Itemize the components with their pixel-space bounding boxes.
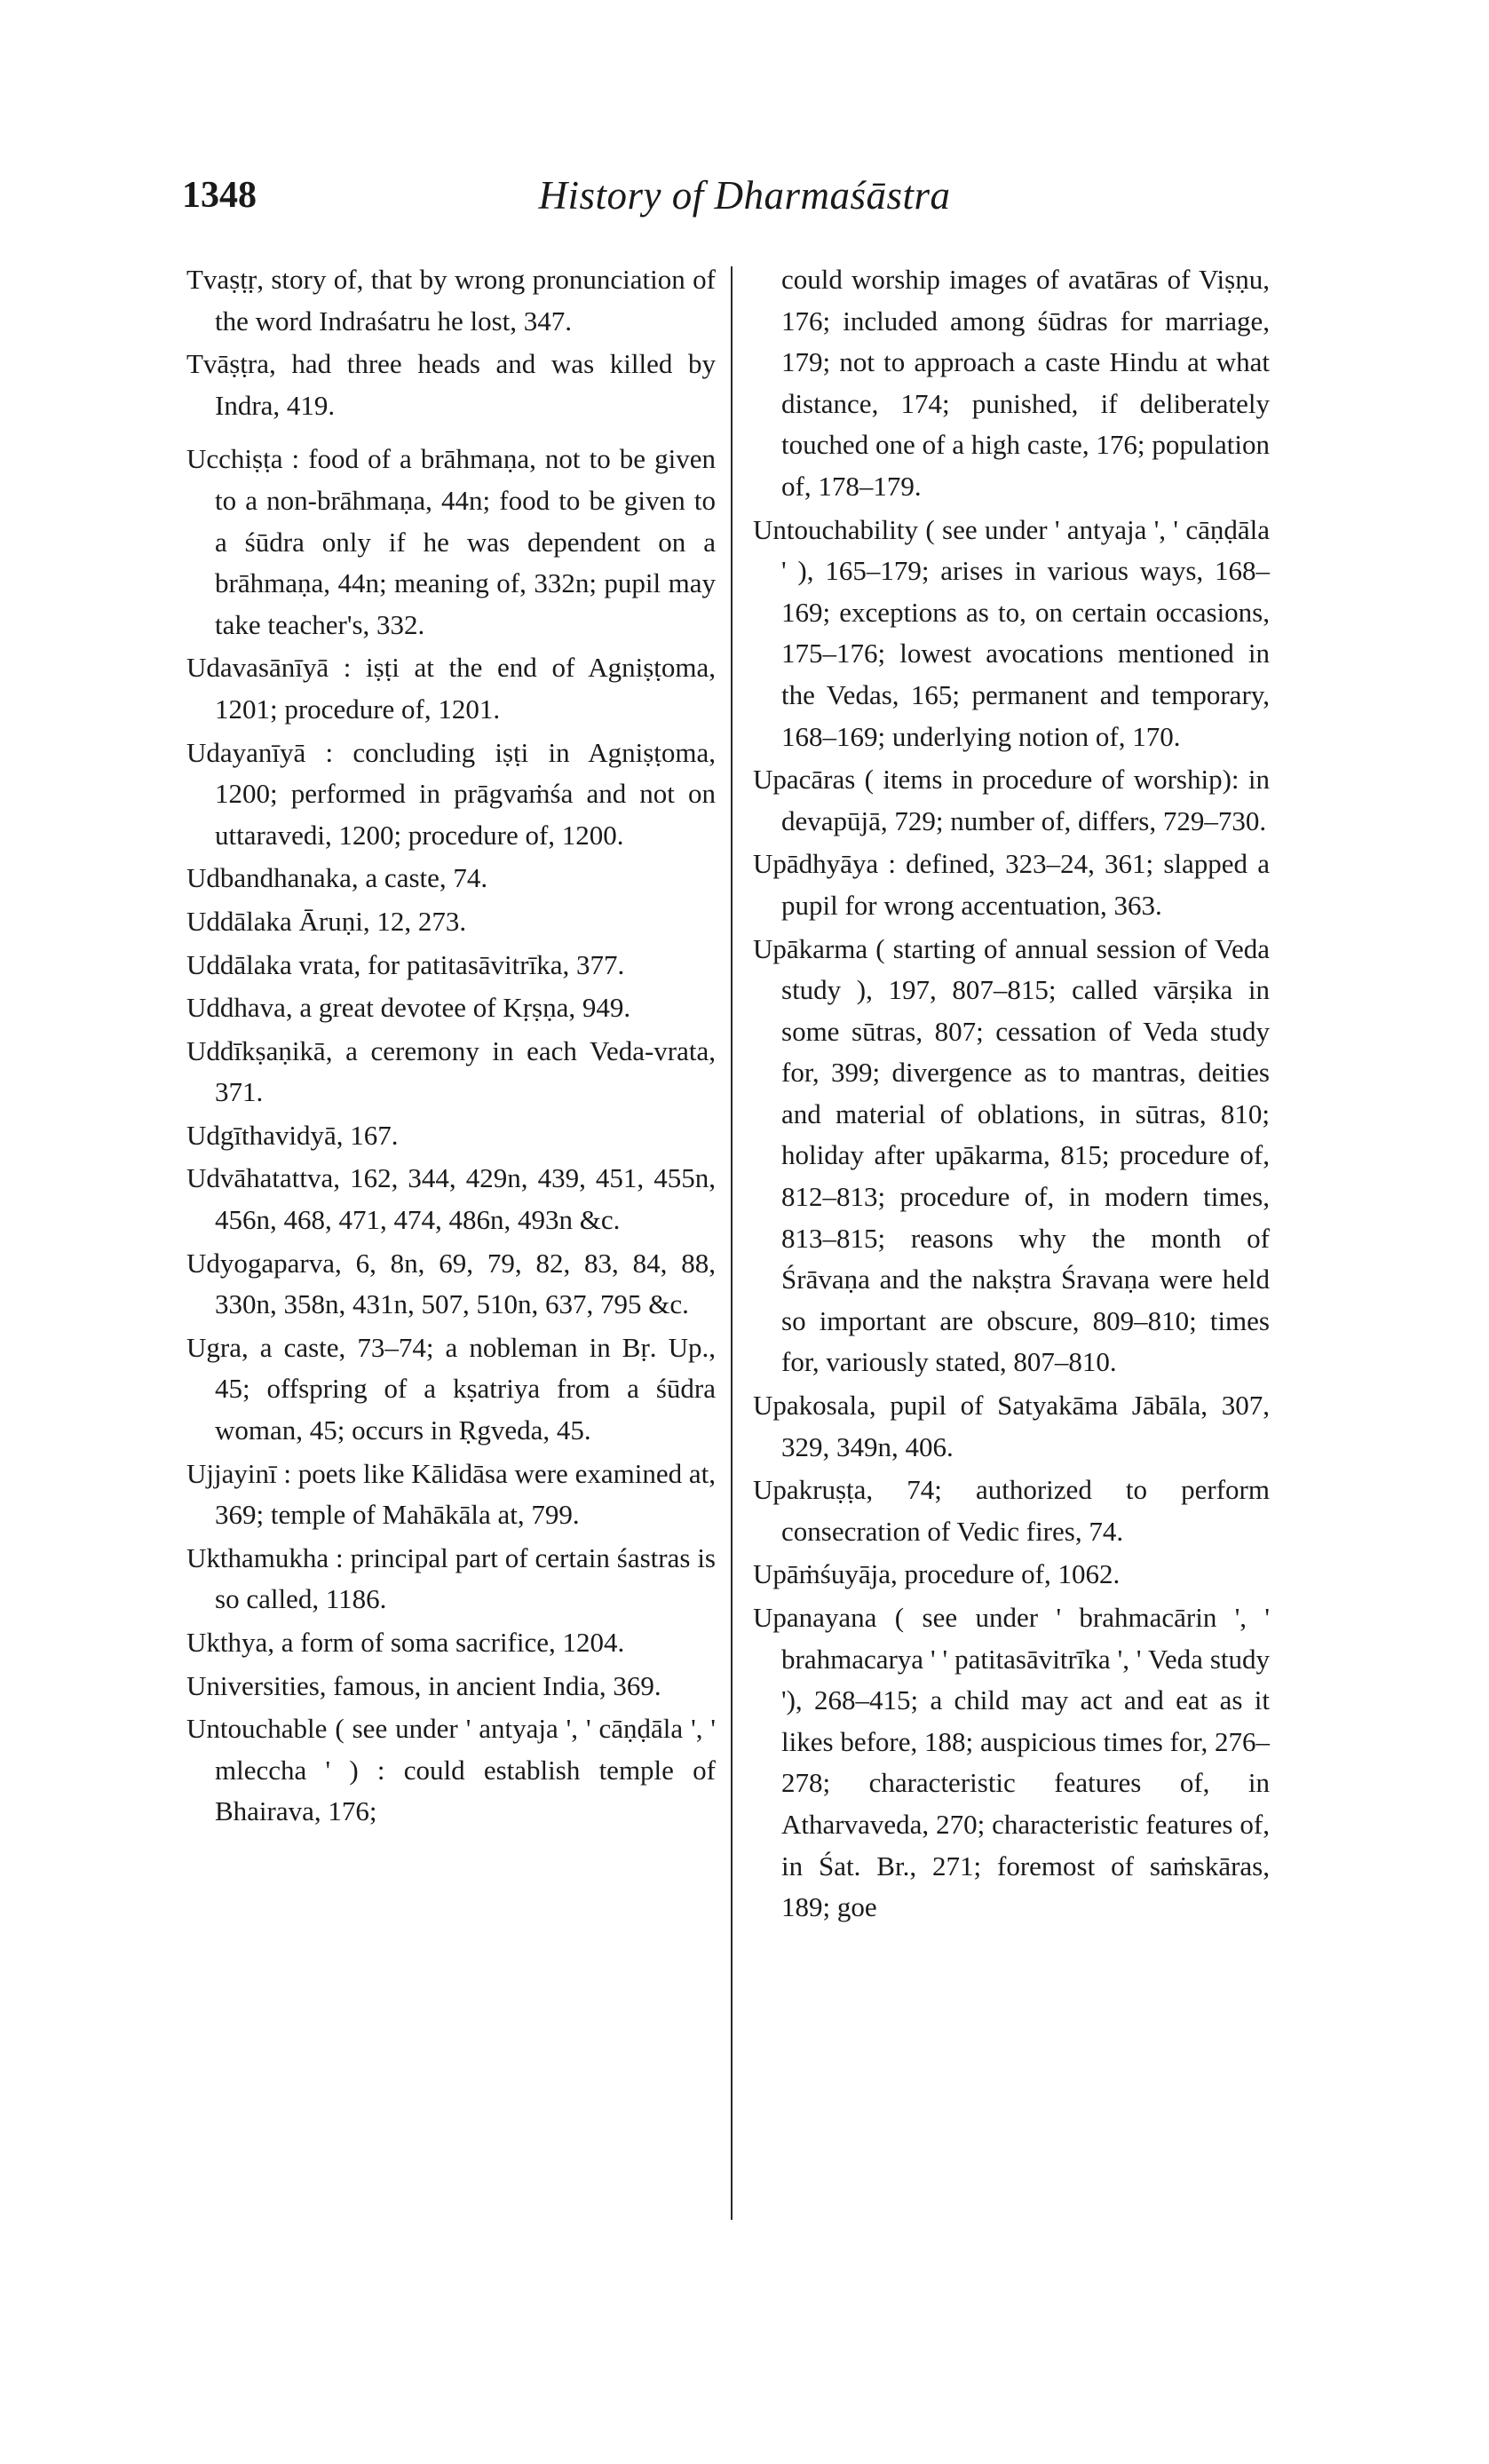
index-entry: could worship images of avatāras of Viṣṇu, 176; included among śūdras for marriage, 179; not to approach a caste Hindu at what distance, 174; punished, if deliberately touched one of a high caste, 176; population of, 178–179. <box>781 264 1270 502</box>
index-entry: Ucchiṣṭa : food of a brāhmaṇa, not to be given to a non-brāhmaṇa, 44n; food to be given to a śūdra only if he was dependent on a brāhmaṇa, 44n; meaning of, 332n; pupil may take teacher's, 332. <box>186 443 716 640</box>
index-column-right <box>753 259 1270 1930</box>
column-divider <box>731 266 733 2220</box>
index-entry: Universities, famous, in ancient India, 369. <box>186 1669 661 1701</box>
index-entry: Uddālaka Āruṇi, 12, 273. <box>186 905 467 937</box>
index-entry: Uddīkṣaṇikā, a ceremony in each Veda-vrata, 371. <box>186 1034 716 1108</box>
index-entry: Udvāhatattva, 162, 344, 429n, 439, 451, 455n, 456n, 468, 471, 474, 486n, 493n &c. <box>186 1162 716 1236</box>
index-column-left <box>186 259 716 1834</box>
index-entry: Ugra, a caste, 73–74; a nobleman in Bṛ. Up., 45; offspring of a kṣatriya from a śūdra woman, 45; occurs in Ṛgveda, 45. <box>186 1331 716 1446</box>
index-entry: Udayanīyā : concluding iṣṭi in Agniṣṭoma, 1200; performed in prāgvaṁśa and not on uttaravedi, 1200; procedure of, 1200. <box>186 736 716 851</box>
index-entry: Tvaṣṭṛ, story of, that by wrong pronunciation of the word Indraśatru he lost, 347. <box>186 264 716 337</box>
index-entry: Upādhyāya : defined, 323–24, 361; slapped a pupil for wrong accentuation, 363. <box>753 848 1270 921</box>
index-entry: Udbandhanaka, a caste, 74. <box>186 862 488 894</box>
index-entry: Untouchability ( see under ' antyaja ', ' cāṇḍāla ' ), 165–179; arises in various ways, 168–169; exceptions as to, on certain occasions, 175–176; lowest avocations mentioned in the Vedas, 165; permanent and temporary, 168–169; underlying notion of, 170. <box>753 513 1270 752</box>
index-entry: Udyogaparva, 6, 8n, 69, 79, 82, 83, 84, 88, 330n, 358n, 431n, 507, 510n, 637, 795 &c. <box>186 1247 716 1320</box>
index-entry: Upakosala, pupil of Satyakāma Jābāla, 307, 329, 349n, 406. <box>753 1390 1270 1462</box>
index-entry: Tvāṣṭra, had three heads and was killed by Indra, 419. <box>186 348 716 421</box>
running-title: History of Dharmaśāstra <box>538 173 951 218</box>
index-entry: Ukthamukha : principal part of certain śastras is so called, 1186. <box>186 1541 716 1615</box>
index-entry: Ukthya, a form of soma sacrifice, 1204. <box>186 1627 625 1658</box>
index-entry: Uddālaka vrata, for patitasāvitrīka, 377. <box>186 948 625 980</box>
index-entry: Udavasānīyā : iṣṭi at the end of Agniṣṭoma, 1201; procedure of, 1201. <box>186 652 716 725</box>
index-entry: Uddhava, a great devotee of Kṛṣṇa, 949. <box>186 992 631 1024</box>
index-entry: Upākarma ( starting of annual session of Veda study ), 197, 807–815; called vārṣika in some sūtras, 807; cessation of Veda study for, 399; divergence as to mantras, deities and material of oblations, in sūtras, 810; holiday after upākarma, 815; procedure of, 812–813; procedure of, in modern times, 813–815; reasons why the month of Śrāvaṇa and the nakṣtra Śravaṇa were held so important are obscure, 809–810; times for, variously stated, 807–810. <box>753 932 1270 1378</box>
index-entry: Upacāras ( items in procedure of worship): in devapūjā, 729; number of, differs, 729–730. <box>753 764 1270 836</box>
index-entry: Untouchable ( see under ' antyaja ', ' cāṇḍāla ', ' mleccha ' ) : could establish temple of Bhairava, 176; <box>186 1713 716 1827</box>
index-entry: Upāṁśuyāja, procedure of, 1062. <box>753 1558 1121 1590</box>
index-entry: Upanayana ( see under ' brahmacārin ', ' brahmacarya ' ' patitasāvitrīka ', ' Veda study '), 268–415; a child may act and eat as it likes before, 188; auspicious times for, 276–278; characteristic features of, in Atharvaveda, 270; characteristic features of, in Śat. Br., 271; foremost of saṁskāras, 189; goe <box>753 1602 1270 1923</box>
index-entry: Upakruṣṭa, 74; authorized to perform consecration of Vedic fires, 74. <box>753 1474 1270 1547</box>
page-number: 1348 <box>182 175 257 216</box>
index-entry: Udgīthavidyā, 167. <box>186 1119 399 1151</box>
index-entry: Ujjayinī : poets like Kālidāsa were examined at, 369; temple of Mahākāla at, 799. <box>186 1457 716 1531</box>
